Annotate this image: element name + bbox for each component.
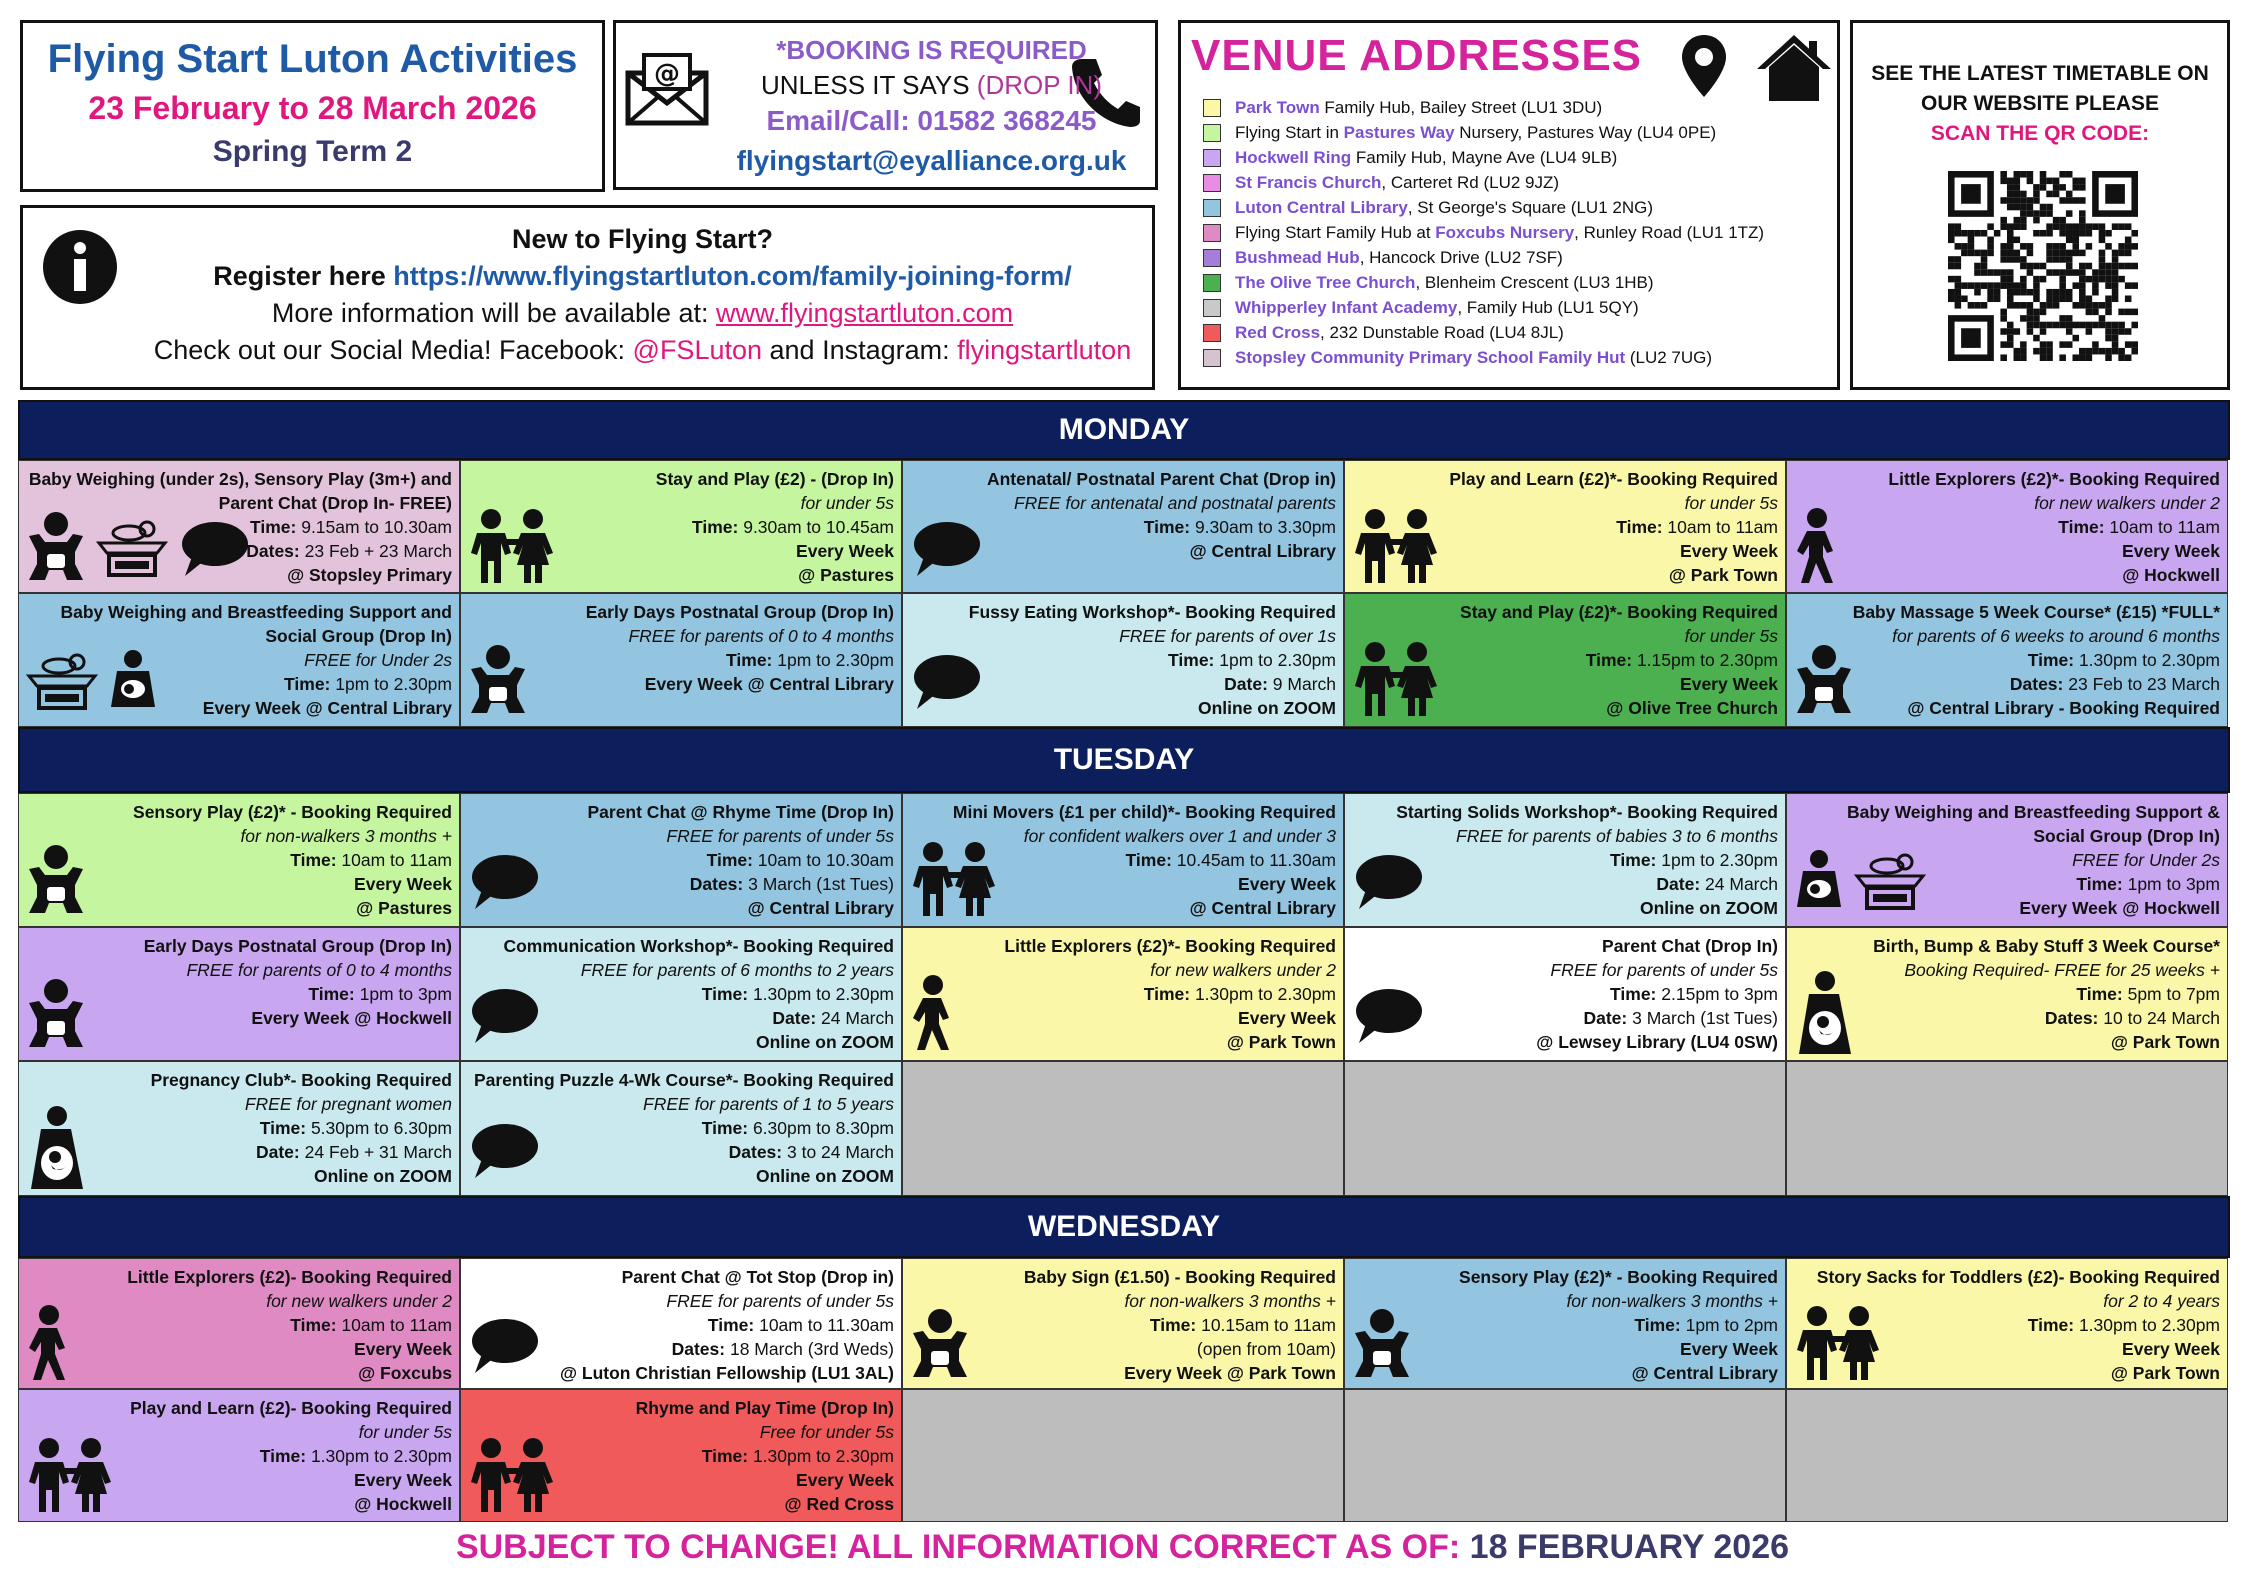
activity-text <box>22 1265 452 1385</box>
facebook-handle[interactable]: @FSLuton <box>632 335 763 365</box>
speech-bubble-icon <box>467 1317 539 1382</box>
activity-audience: for under 5s <box>358 1422 452 1442</box>
info-box <box>20 205 1155 390</box>
baby-icon <box>25 510 87 587</box>
baby-icon <box>909 1307 971 1384</box>
activity-detail: Time: 1.30pm to 2.30pm <box>259 1446 452 1466</box>
activity-location: Every Week @ Hockwell <box>2019 898 2220 918</box>
activity-location: @ Park Town <box>1226 1032 1336 1052</box>
activity-detail: Time: 5pm to 7pm <box>2076 984 2220 1004</box>
activity-cell <box>460 1061 902 1196</box>
email-address[interactable]: flyingstart@eyalliance.org.uk <box>736 145 1127 176</box>
activity-location: @ Central Library - Booking Required <box>1907 698 2220 718</box>
activity-detail: Time: 1.15pm to 2.30pm <box>1585 650 1778 670</box>
children-icon <box>1793 1304 1885 1387</box>
venue-swatch <box>1203 249 1221 267</box>
empty-cell <box>1344 1389 1786 1522</box>
children-icon <box>467 507 559 590</box>
activity-detail: Time: 1pm to 2.30pm <box>726 650 894 670</box>
activity-audience: Booking Required- FREE for 25 weeks + <box>1904 960 2220 980</box>
register-line <box>143 261 1142 292</box>
activity-detail: Time: 6.30pm to 8.30pm <box>701 1118 894 1138</box>
activity-cell <box>1786 593 2228 727</box>
activity-title: Antenatal/ Postnatal Parent Chat (Drop in) <box>986 469 1336 489</box>
activity-audience: FREE for parents of 0 to 4 months <box>186 960 452 980</box>
activity-cell <box>460 793 902 927</box>
venue-text: St Francis Church, Carteret Rd (LU2 9JZ) <box>1235 172 1560 192</box>
venue-item <box>1203 220 1764 245</box>
activity-title: Play and Learn (£2)- Booking Required <box>130 1398 452 1418</box>
activity-detail: Time: 1.30pm to 2.30pm <box>2027 1315 2220 1335</box>
baby-icon <box>1351 1307 1413 1384</box>
activity-location: @ Central Library <box>1189 541 1336 561</box>
svg-text:@: @ <box>654 59 680 89</box>
activity-audience: FREE for parents of under 5s <box>1550 960 1778 980</box>
speech-bubble-icon <box>467 987 539 1052</box>
activity-detail: Dates: 10 to 24 March <box>2044 1008 2220 1028</box>
activity-location: Every Week <box>2122 541 2220 561</box>
activity-title: Little Explorers (£2)*- Booking Required <box>1004 936 1336 956</box>
venue-item <box>1203 245 1764 270</box>
activity-text <box>906 934 1336 1054</box>
children-icon <box>1351 507 1443 590</box>
activity-cell <box>460 593 902 727</box>
activity-detail: Date: 24 Feb + 31 March <box>255 1142 452 1162</box>
activity-location: @ Park Town <box>1668 565 1778 585</box>
activity-detail: Time: 10am to 11am <box>1616 517 1778 537</box>
activity-location: @ Hockwell <box>2122 565 2220 585</box>
activity-title: Communication Workshop*- Booking Required <box>503 936 894 956</box>
children-icon <box>909 840 1001 923</box>
activity-title: Social Group (Drop In) <box>2033 826 2220 846</box>
toddler-walking-icon <box>909 974 955 1057</box>
activity-detail: Time: 2.15pm to 3pm <box>1610 984 1778 1004</box>
activity-title: Stay and Play (£2) - (Drop In) <box>655 469 894 489</box>
activity-audience: for non-walkers 3 months + <box>240 826 452 846</box>
activity-note: (open from 10am) <box>1196 1339 1336 1359</box>
day-header-tuesday: TUESDAY <box>18 727 2230 793</box>
activity-title: Birth, Bump & Baby Stuff 3 Week Course* <box>1873 936 2220 956</box>
website-link[interactable]: www.flyingstartluton.com <box>716 298 1014 328</box>
activity-audience: FREE for parents of over 1s <box>1119 626 1336 646</box>
social-line <box>143 335 1142 366</box>
activity-detail: Time: 9.30am to 3.30pm <box>1143 517 1336 537</box>
activity-audience: for non-walkers 3 months + <box>1124 1291 1336 1311</box>
activity-detail: Time: 9.30am to 10.45am <box>691 517 894 537</box>
activity-audience: for under 5s <box>1684 626 1778 646</box>
venue-item <box>1203 295 1764 320</box>
venue-item <box>1203 345 1764 370</box>
pregnant-woman-icon <box>1793 970 1857 1061</box>
activity-detail: Dates: 23 Feb + 23 March <box>246 541 452 561</box>
empty-cell <box>1786 1061 2228 1196</box>
venue-item <box>1203 120 1764 145</box>
date-range: 23 February to 28 March 2026 <box>88 90 537 126</box>
speech-bubble-icon <box>1351 853 1423 918</box>
activity-cell <box>902 593 1344 727</box>
activity-detail: Time: 1.30pm to 2.30pm <box>1143 984 1336 1004</box>
activity-detail: Time: 10am to 11.30am <box>707 1315 894 1335</box>
activity-title: Little Explorers (£2)*- Booking Required <box>1888 469 2220 489</box>
activity-location: @ Hockwell <box>354 1494 452 1514</box>
activity-detail: Date: 24 March <box>1656 874 1778 894</box>
venue-item <box>1203 95 1764 120</box>
activity-detail: Dates: 18 March (3rd Weds) <box>671 1339 894 1359</box>
more-info-line <box>143 298 1142 329</box>
activity-audience: for new walkers under 2 <box>2034 493 2220 513</box>
children-icon <box>25 1436 117 1519</box>
speech-bubble-icon <box>909 520 981 585</box>
activity-detail: Time: 1pm to 3pm <box>308 984 452 1004</box>
activity-cell <box>18 593 460 727</box>
activity-title: Fussy Eating Workshop*- Booking Required <box>968 602 1336 622</box>
venue-swatch <box>1203 149 1221 167</box>
footer-prefix: SUBJECT TO CHANGE! ALL INFORMATION CORRECT AS OF: <box>455 1528 1470 1566</box>
activity-location: Every Week <box>354 1470 452 1490</box>
drop-in-label: (DROP IN) <box>976 70 1102 100</box>
activity-title: Parent Chat @ Tot Stop (Drop in) <box>621 1267 894 1287</box>
activity-detail: Time: 10am to 11am <box>2058 517 2220 537</box>
venue-text: Park Town Family Hub, Bailey Street (LU1 3DU) <box>1235 97 1603 117</box>
breastfeeding-icon <box>1793 849 1845 914</box>
venue-item <box>1203 195 1764 220</box>
activity-audience: for parents of 6 weeks to around 6 months <box>1892 626 2220 646</box>
activity-title: Baby Weighing and Breastfeeding Support & <box>1846 802 2220 822</box>
activity-title: Sensory Play (£2)* - Booking Required <box>133 802 452 822</box>
activity-audience: for new walkers under 2 <box>1150 960 1336 980</box>
activity-audience: for non-walkers 3 months + <box>1566 1291 1778 1311</box>
venue-text: Hockwell Ring Family Hub, Mayne Ave (LU4 9LB) <box>1235 147 1618 167</box>
activity-detail: Dates: 3 March (1st Tues) <box>689 874 894 894</box>
venue-title: VENUE ADDRESSES <box>1191 31 1643 80</box>
activity-title: Parent Chat @ Rhyme Time (Drop In) <box>587 802 894 822</box>
activity-audience: FREE for parents of 6 months to 2 years <box>580 960 894 980</box>
page-title: Flying Start Luton Activities <box>47 37 578 81</box>
activity-cell <box>1786 460 2228 593</box>
venue-swatch <box>1203 199 1221 217</box>
drop-in-prefix: UNLESS IT SAYS <box>761 70 977 100</box>
activity-title: Early Days Postnatal Group (Drop In) <box>143 936 452 956</box>
activity-cell <box>460 927 902 1061</box>
activity-location: @ Stopsley Primary <box>287 565 452 585</box>
activity-audience: FREE for parents of 0 to 4 months <box>628 626 894 646</box>
day-header-monday: MONDAY <box>18 400 2230 460</box>
activity-cell <box>1344 460 1786 593</box>
activity-location: Every Week <box>2122 1339 2220 1359</box>
activity-audience: Free for under 5s <box>759 1422 894 1442</box>
activity-title: Parent Chat (Drop In- FREE) <box>218 493 452 513</box>
activity-title: Parenting Puzzle 4-Wk Course*- Booking Required <box>473 1070 894 1090</box>
booking-required-note: *BOOKING IS REQUIRED <box>776 35 1087 65</box>
activity-location: @ Olive Tree Church <box>1606 698 1778 718</box>
venue-item <box>1203 170 1764 195</box>
activity-cell <box>1344 927 1786 1061</box>
activity-cell <box>902 1258 1344 1389</box>
activity-location: Online on ZOOM <box>1639 898 1778 918</box>
activity-audience: FREE for pregnant women <box>244 1094 452 1114</box>
venue-swatch <box>1203 274 1221 292</box>
baby-icon <box>25 977 87 1054</box>
activity-cell <box>1344 793 1786 927</box>
activity-cell <box>18 793 460 927</box>
venue-text: Flying Start Family Hub at Foxcubs Nursery, Runley Road (LU1 1TZ) <box>1235 222 1765 242</box>
info-heading: New to Flying Start? <box>511 224 773 254</box>
activity-title: Social Group (Drop In) <box>265 626 452 646</box>
activity-text <box>1790 467 2220 587</box>
venue-addresses-box <box>1178 20 1840 390</box>
social-mid: and Instagram: <box>762 335 958 365</box>
baby-icon <box>1793 643 1855 720</box>
activity-title: Rhyme and Play Time (Drop In) <box>635 1398 894 1418</box>
activity-title: Sensory Play (£2)* - Booking Required <box>1459 1267 1778 1287</box>
activity-location: @ Park Town <box>2110 1032 2220 1052</box>
activity-title: Little Explorers (£2)- Booking Required <box>127 1267 452 1287</box>
activity-audience: FREE for parents of 1 to 5 years <box>643 1094 894 1114</box>
activity-location: Every Week @ Hockwell <box>251 1008 452 1028</box>
activity-detail: Time: 1pm to 2.30pm <box>284 674 452 694</box>
venue-text: Luton Central Library, St George's Square (LU1 2NG) <box>1235 197 1653 217</box>
venue-text: Stopsley Community Primary School Family Hut (LU2 7UG) <box>1235 347 1713 367</box>
activity-detail: Date: 3 March (1st Tues) <box>1583 1008 1778 1028</box>
activity-location: Every Week @ Central Library <box>644 674 894 694</box>
venue-list <box>1203 95 1764 370</box>
qr-code-icon[interactable] <box>1948 171 2138 361</box>
venue-text: Flying Start in Pastures Way Nursery, Pastures Way (LU4 0PE) <box>1235 122 1717 142</box>
activity-title: Parent Chat (Drop In) <box>1602 936 1778 956</box>
children-icon <box>467 1436 559 1519</box>
activity-location: Online on ZOOM <box>755 1032 894 1052</box>
activity-cell <box>902 793 1344 927</box>
activity-title: Starting Solids Workshop*- Booking Required <box>1396 802 1778 822</box>
activity-audience: for 2 to 4 years <box>2103 1291 2220 1311</box>
activity-location: Every Week <box>1238 1008 1336 1028</box>
activity-audience: for new walkers under 2 <box>266 1291 452 1311</box>
location-pin-icon <box>1679 33 1729 101</box>
venue-text: Red Cross, 232 Dunstable Road (LU4 8JL) <box>1235 322 1564 342</box>
activity-cell <box>18 460 460 593</box>
activity-location: @ Central Library <box>1189 898 1336 918</box>
activity-location: Every Week <box>796 541 894 561</box>
activity-audience: FREE for Under 2s <box>304 650 452 670</box>
activity-title: Baby Weighing and Breastfeeding Support and <box>60 602 452 622</box>
activity-detail: Time: 10.45am to 11.30am <box>1125 850 1336 870</box>
activity-location: Every Week @ Central Library <box>202 698 452 718</box>
activity-location: Every Week <box>354 874 452 894</box>
activity-detail: Time: 1.30pm to 2.30pm <box>2027 650 2220 670</box>
phone-number: Email/Call: 01582 368245 <box>766 105 1097 136</box>
register-prefix: Register here <box>213 261 394 291</box>
empty-cell <box>1344 1061 1786 1196</box>
activity-title: Mini Movers (£1 per child)*- Booking Required <box>952 802 1336 822</box>
activity-detail: Time: 10am to 11am <box>290 1315 452 1335</box>
activity-audience: FREE for Under 2s <box>2072 850 2220 870</box>
footer-date: 18 FEBRUARY 2026 <box>1469 1528 1790 1566</box>
activity-cell <box>1344 1258 1786 1389</box>
breastfeeding-icon <box>107 649 159 714</box>
venue-swatch <box>1203 124 1221 142</box>
venue-item <box>1203 145 1764 170</box>
term-label: Spring Term 2 <box>212 135 413 168</box>
activity-cell <box>18 1061 460 1196</box>
baby-scale-icon <box>95 515 169 582</box>
title-box <box>20 20 605 192</box>
activity-location: Every Week <box>1680 541 1778 561</box>
activity-location: @ Foxcubs <box>358 1363 452 1383</box>
activity-audience: FREE for parents of under 5s <box>666 826 894 846</box>
house-icon <box>1755 31 1833 103</box>
activity-cell <box>1786 793 2228 927</box>
activity-location: Every Week <box>796 1470 894 1490</box>
activity-title: Pregnancy Club*- Booking Required <box>150 1070 452 1090</box>
activity-location: @ Central Library <box>1631 1363 1778 1383</box>
activity-cell <box>18 1389 460 1522</box>
venue-swatch <box>1203 174 1221 192</box>
baby-scale-icon <box>1853 848 1927 915</box>
activity-detail: Dates: 23 Feb to 23 March <box>2009 674 2220 694</box>
activity-location: Every Week <box>1680 1339 1778 1359</box>
booking-box <box>613 20 1158 190</box>
speech-bubble-icon <box>177 520 249 585</box>
activity-detail: Time: 1.30pm to 2.30pm <box>701 984 894 1004</box>
activity-detail: Time: 5.30pm to 6.30pm <box>259 1118 452 1138</box>
day-header-wednesday: WEDNESDAY <box>18 1196 2230 1258</box>
activity-cell <box>1344 593 1786 727</box>
qr-scan-label: SCAN THE QR CODE: <box>1930 122 2150 145</box>
venue-text: Bushmead Hub, Hancock Drive (LU2 7SF) <box>1235 247 1563 267</box>
activity-title: Baby Sign (£1.50) - Booking Required <box>1023 1267 1336 1287</box>
activity-detail: Dates: 3 to 24 March <box>728 1142 894 1162</box>
activity-detail: Time: 10am to 11am <box>290 850 452 870</box>
activity-audience: for under 5s <box>1684 493 1778 513</box>
more-info-prefix: More information will be available at: <box>271 298 717 328</box>
qr-box <box>1850 20 2230 390</box>
venue-swatch <box>1203 224 1221 242</box>
empty-cell <box>1786 1389 2228 1522</box>
activity-location: Every Week @ Park Town <box>1124 1363 1336 1383</box>
activity-location: Online on ZOOM <box>755 1166 894 1186</box>
speech-bubble-icon <box>467 853 539 918</box>
activity-cell <box>18 1258 460 1389</box>
activity-location: @ Luton Christian Fellowship (LU1 3AL) <box>559 1363 894 1383</box>
speech-bubble-icon <box>1351 987 1423 1052</box>
footer-note <box>0 1528 2245 1567</box>
activity-detail: Time: 1pm to 2pm <box>1634 1315 1778 1335</box>
activity-location: Online on ZOOM <box>1197 698 1336 718</box>
activity-location: @ Pastures <box>798 565 894 585</box>
social-prefix: Check out our Social Media! Facebook: <box>153 335 633 365</box>
activity-title: Stay and Play (£2)*- Booking Required <box>1460 602 1778 622</box>
activity-detail: Time: 9.15am to 10.30am <box>249 517 452 537</box>
drop-in-note <box>716 70 1147 101</box>
activity-location: @ Red Cross <box>784 1494 894 1514</box>
venue-swatch <box>1203 299 1221 317</box>
activity-detail: Time: 10am to 10.30am <box>706 850 894 870</box>
activity-title: Story Sacks for Toddlers (£2)- Booking Required <box>1816 1267 2220 1287</box>
venue-swatch <box>1203 349 1221 367</box>
toddler-walking-icon <box>1793 507 1839 590</box>
activity-detail: Time: 1pm to 3pm <box>2076 874 2220 894</box>
activity-location: Every Week <box>1680 674 1778 694</box>
activity-audience: FREE for antenatal and postnatal parents <box>1013 493 1336 513</box>
activity-cell <box>460 1258 902 1389</box>
qr-instruction: SEE THE LATEST TIMETABLE ON OUR WEBSITE PLEASE <box>1871 62 2209 115</box>
activity-location: Every Week <box>1238 874 1336 894</box>
activity-detail: Time: 1pm to 2.30pm <box>1610 850 1778 870</box>
empty-cell <box>902 1389 1344 1522</box>
activity-audience: for confident walkers over 1 and under 3 <box>1023 826 1336 846</box>
activity-detail: Date: 24 March <box>772 1008 894 1028</box>
activity-audience: for under 5s <box>800 493 894 513</box>
venue-text: The Olive Tree Church, Blenheim Crescent (LU3 1HB) <box>1235 272 1654 292</box>
activity-detail: Time: 1.30pm to 2.30pm <box>701 1446 894 1466</box>
instagram-handle[interactable]: flyingstartluton <box>957 335 1132 365</box>
activity-location: @ Central Library <box>747 898 894 918</box>
venue-item <box>1203 320 1764 345</box>
activity-cell <box>1786 1258 2228 1389</box>
activity-audience: FREE for parents of babies 3 to 6 months <box>1456 826 1778 846</box>
activity-cell <box>18 927 460 1061</box>
activity-location: Online on ZOOM <box>313 1166 452 1186</box>
toddler-walking-icon <box>25 1304 71 1387</box>
venue-item <box>1203 270 1764 295</box>
venue-swatch <box>1203 324 1221 342</box>
info-icon <box>41 228 119 306</box>
register-link[interactable]: https://www.flyingstartluton.com/family-joining-form/ <box>393 261 1072 291</box>
venue-text: Whipperley Infant Academy, Family Hub (LU1 5QY) <box>1235 297 1639 317</box>
pregnant-woman-icon <box>25 1105 89 1196</box>
activity-title: Play and Learn (£2)*- Booking Required <box>1449 469 1778 489</box>
activity-cell <box>902 460 1344 593</box>
activity-location: @ Pastures <box>356 898 452 918</box>
baby-icon <box>467 643 529 720</box>
baby-scale-icon <box>25 648 99 715</box>
activity-detail: Time: 1pm to 2.30pm <box>1168 650 1336 670</box>
activity-location: @ Lewsey Library (LU4 0SW) <box>1536 1032 1778 1052</box>
activity-cell <box>460 1389 902 1522</box>
activity-title: Early Days Postnatal Group (Drop In) <box>585 602 894 622</box>
activity-title: Baby Massage 5 Week Course* (£15) *FULL* <box>1852 602 2220 622</box>
activity-cell <box>460 460 902 593</box>
activity-cell <box>902 927 1344 1061</box>
email-icon <box>624 51 710 127</box>
activity-audience: FREE for parents of under 5s <box>666 1291 894 1311</box>
empty-cell <box>902 1061 1344 1196</box>
activity-cell <box>1786 927 2228 1061</box>
activity-detail: Time: 10.15am to 11am <box>1149 1315 1336 1335</box>
activity-location: @ Park Town <box>2110 1363 2220 1383</box>
activity-title: Baby Weighing (under 2s), Sensory Play (3m+) and <box>28 469 452 489</box>
children-icon <box>1351 640 1443 723</box>
speech-bubble-icon <box>909 653 981 718</box>
venue-swatch <box>1203 99 1221 117</box>
activity-detail: Date: 9 March <box>1224 674 1336 694</box>
activity-location: Every Week <box>354 1339 452 1359</box>
speech-bubble-icon <box>467 1122 539 1187</box>
baby-icon <box>25 843 87 920</box>
